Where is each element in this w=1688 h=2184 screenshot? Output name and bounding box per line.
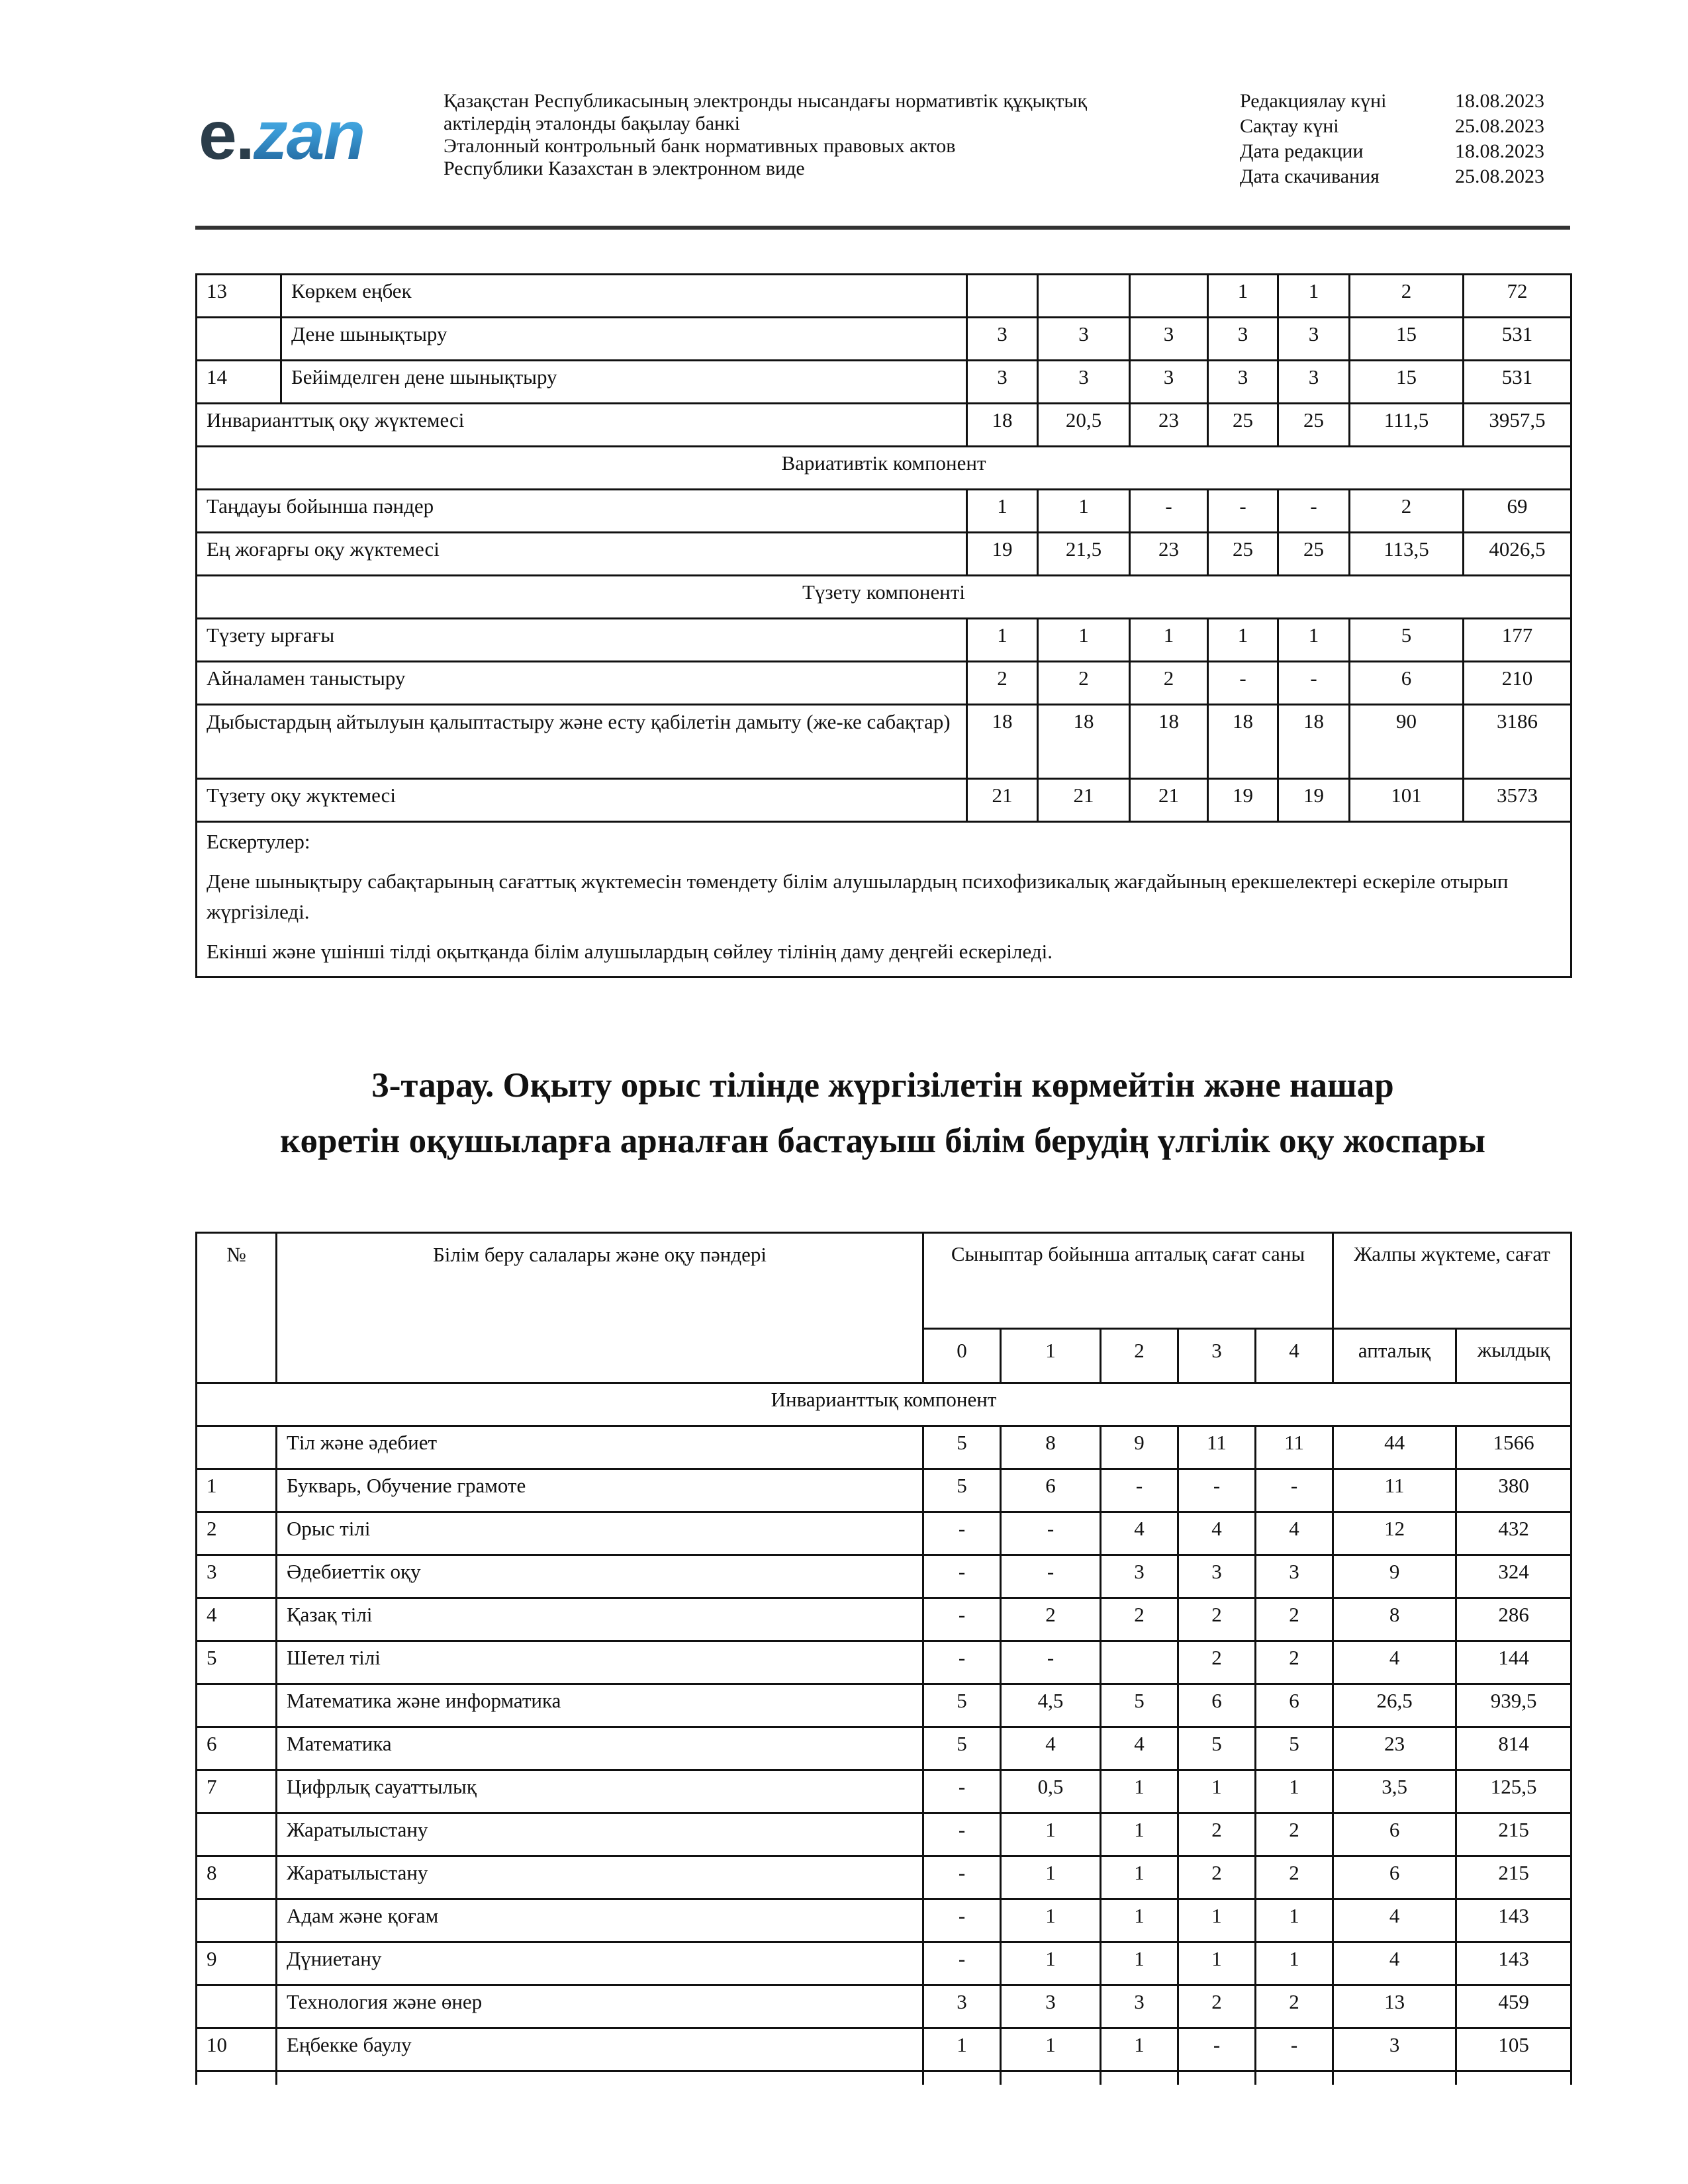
row-number: 10 (197, 2028, 277, 2071)
cell-grade-1: 6 (1001, 1469, 1101, 1512)
subject-name: Жаратылыстану (277, 1813, 923, 1856)
cell-grade-2: 18 (1130, 705, 1208, 779)
cell-grade-3: 11 (1178, 1426, 1256, 1469)
cell-grade-4: 1 (1278, 275, 1350, 318)
cell-grade-2: 3 (1130, 361, 1208, 404)
cell-yearly: 215 (1456, 1856, 1571, 1899)
date-label: Дата скачивания (1240, 165, 1380, 187)
cell-grade-0: 19 (967, 533, 1038, 576)
cell-grade-4: 2 (1256, 1598, 1333, 1641)
cell-grade-0: 18 (967, 705, 1038, 779)
chapter-heading-line: 3-тарау. Оқыту орыс тілінде жүргізілетін көрмейтін және нашар (371, 1066, 1394, 1105)
subject-name: Еңбекке баулу (277, 2028, 923, 2071)
cell-weekly: 4 (1333, 1899, 1456, 1942)
cell-grade-2: 3 (1101, 1985, 1178, 2028)
cell-grade-0: 3 (967, 318, 1038, 361)
date-row-edit-ru (1240, 139, 1544, 164)
cell-grade-0: - (923, 1555, 1001, 1598)
cell-yearly: 69 (1464, 490, 1571, 533)
cell-weekly: 3,5 (1333, 1770, 1456, 1813)
logo-prefix: e. (199, 97, 254, 174)
cell-grade-4: 1 (1256, 1942, 1333, 1985)
cell-yearly: 72 (1464, 275, 1571, 318)
cell-grade-0: 1 (923, 2028, 1001, 2071)
cell-weekly: 8 (1333, 1598, 1456, 1641)
cell-grade-2: 1 (1101, 1770, 1178, 1813)
org-line: Республики Казахстан в электронном виде (444, 158, 805, 179)
cell-grade-3: 3 (1208, 318, 1278, 361)
cell-grade-3: 2 (1178, 1598, 1256, 1641)
cell-grade-2: 1 (1101, 1899, 1178, 1942)
correction-row (197, 662, 1571, 705)
cell-grade-1: 1 (1001, 1942, 1101, 1985)
section-row-correction (197, 576, 1571, 619)
row-label: Түзету оқу жүктемесі (197, 779, 967, 822)
invariant-total-row (197, 404, 1571, 447)
cell-yearly: 324 (1456, 1555, 1571, 1598)
cell-grade-2: 1 (1130, 619, 1208, 662)
row-label: Айналамен таныстыру (197, 662, 967, 705)
cell-grade-4: 2 (1256, 1813, 1333, 1856)
header-yearly: жылдық (1456, 1329, 1571, 1383)
cell-grade-2: 1 (1101, 2028, 1178, 2071)
table-row (197, 1770, 1571, 1813)
subject-name: Дене шынықтыру (281, 318, 967, 361)
row-number: 8 (197, 1856, 277, 1899)
cell-grade-0: 5 (923, 1684, 1001, 1727)
cell-yearly: 177 (1464, 619, 1571, 662)
cell-grade-3: - (1178, 2028, 1256, 2071)
cell-grade-3: - (1208, 490, 1278, 533)
header-subjects: Білім беру салалары және оқу пәндері (277, 1233, 923, 1383)
cell-grade-4: - (1278, 662, 1350, 705)
cell-grade-4: 11 (1256, 1426, 1333, 1469)
cell-grade-4: 4 (1256, 1512, 1333, 1555)
cell-grade-2: 1 (1101, 1856, 1178, 1899)
cell-weekly: 4 (1333, 1641, 1456, 1684)
cell-weekly: 15 (1350, 318, 1464, 361)
cell-grade-1: 1 (1001, 2028, 1101, 2071)
row-label: Ең жоғарғы оқу жүктемесі (197, 533, 967, 576)
cell-grade-1: 2 (1001, 1598, 1101, 1641)
subject-name: Адам және қоғам (277, 1899, 923, 1942)
cell-grade-3: 1 (1178, 1770, 1256, 1813)
cell-weekly: 26,5 (1333, 1684, 1456, 1727)
row-number (197, 1813, 277, 1856)
cell-grade-2: 3 (1101, 1555, 1178, 1598)
curriculum-table (195, 1232, 1572, 2125)
cell-yearly: 432 (1456, 1512, 1571, 1555)
cell-grade-2: - (1130, 490, 1208, 533)
date-row-download-ru (1240, 164, 1544, 189)
header-grade-4: 4 (1256, 1329, 1333, 1383)
row-number: 14 (197, 361, 281, 404)
cell-grade-1: 1 (1001, 1899, 1101, 1942)
table-row (197, 1942, 1571, 1985)
cell-grade-3: 1 (1208, 275, 1278, 318)
date-label: Сақтау күні (1240, 115, 1339, 137)
cell-weekly: 6 (1333, 1856, 1456, 1899)
date-row-edit-kz (1240, 89, 1544, 114)
cell-weekly: 6 (1333, 1813, 1456, 1856)
cell-grade-3: 3 (1208, 361, 1278, 404)
cell-yearly: 215 (1456, 1813, 1571, 1856)
cell-grade-0: 3 (923, 1985, 1001, 2028)
subject-name: Цифрлық сауаттылық (277, 1770, 923, 1813)
cell-grade-3: - (1178, 1469, 1256, 1512)
row-label: Түзету ырғағы (197, 619, 967, 662)
row-number (197, 1985, 277, 2028)
date-label: Дата редакции (1240, 140, 1364, 162)
cell-yearly: 531 (1464, 318, 1571, 361)
subject-name: Шетел тілі (277, 1641, 923, 1684)
subject-name: Технология және өнер (277, 1985, 923, 2028)
header-grade-0: 0 (923, 1329, 1001, 1383)
cell-weekly: 2 (1350, 275, 1464, 318)
cell-grade-2: 23 (1130, 404, 1208, 447)
cell-grade-0: 5 (923, 1727, 1001, 1770)
cell-grade-3: 2 (1178, 1813, 1256, 1856)
header-number: № (197, 1233, 277, 1383)
cell-grade-4: - (1256, 2028, 1333, 2071)
cell-grade-3: 5 (1178, 1727, 1256, 1770)
table-row (197, 1899, 1571, 1942)
cell-grade-2: 21 (1130, 779, 1208, 822)
cell-weekly: 4 (1333, 1942, 1456, 1985)
notes-cell (197, 822, 1571, 978)
header-grade-2: 2 (1101, 1329, 1178, 1383)
cell-grade-2: 5 (1101, 1684, 1178, 1727)
cell-grade-1: 20,5 (1038, 404, 1130, 447)
subject-name: Дүниетану (277, 1942, 923, 1985)
cell-grade-3: 18 (1208, 705, 1278, 779)
cell-weekly: 113,5 (1350, 533, 1464, 576)
cell-yearly: 3957,5 (1464, 404, 1571, 447)
row-number: 1 (197, 1469, 277, 1512)
date-row-save-kz (1240, 114, 1544, 139)
section-title: Вариативтік компонент (197, 447, 1571, 490)
cell-grade-1: 4,5 (1001, 1684, 1101, 1727)
cell-grade-4: 3 (1278, 361, 1350, 404)
cell-yearly: 459 (1456, 1985, 1571, 2028)
correction-row (197, 619, 1571, 662)
row-number: 13 (197, 275, 281, 318)
cell-weekly: 15 (1350, 361, 1464, 404)
cell-grade-1: - (1001, 1555, 1101, 1598)
cell-grade-4: 3 (1278, 318, 1350, 361)
header-grade-3: 3 (1178, 1329, 1256, 1383)
date-value: 18.08.2023 (1455, 140, 1544, 162)
cell-yearly: 814 (1456, 1727, 1571, 1770)
cell-grade-3: 4 (1178, 1512, 1256, 1555)
ezan-logo (199, 99, 364, 172)
subject-name: Математика және информатика (277, 1684, 923, 1727)
cell-grade-4: 2 (1256, 1985, 1333, 2028)
cell-grade-4: - (1256, 1469, 1333, 1512)
cell-yearly: 144 (1456, 1641, 1571, 1684)
table-row (197, 275, 1571, 318)
row-label: Инварианттық оқу жүктемесі (197, 404, 967, 447)
cell-grade-0: 21 (967, 779, 1038, 822)
cell-grade-4: 2 (1256, 1856, 1333, 1899)
cell-weekly: 6 (1350, 662, 1464, 705)
header-total-load: Жалпы жүктеме, сағат (1333, 1233, 1571, 1329)
cell-yearly: 125,5 (1456, 1770, 1571, 1813)
cell-yearly: 105 (1456, 2028, 1571, 2071)
cell-grade-1: - (1001, 1641, 1101, 1684)
header-weekly-by-grade: Сыныптар бойынша апталық сағат саны (923, 1233, 1333, 1329)
table-row (197, 1512, 1571, 1555)
table-row (197, 1555, 1571, 1598)
org-description (444, 90, 1087, 180)
cell-grade-3: 2 (1178, 1641, 1256, 1684)
cell-grade-1: 21,5 (1038, 533, 1130, 576)
cell-grade-0: 5 (923, 1469, 1001, 1512)
curriculum-table-continued (195, 273, 1572, 978)
cell-yearly: 3186 (1464, 705, 1571, 779)
cell-grade-4: 6 (1256, 1684, 1333, 1727)
cell-weekly: 3 (1333, 2028, 1456, 2071)
cell-grade-0: 1 (967, 619, 1038, 662)
table-row (197, 1985, 1571, 2028)
header-grade-1: 1 (1001, 1329, 1101, 1383)
subject-name: Орыс тілі (277, 1512, 923, 1555)
cell-yearly: 4026,5 (1464, 533, 1571, 576)
cell-weekly: 11 (1333, 1469, 1456, 1512)
cell-grade-2: 2 (1101, 1598, 1178, 1641)
cell-grade-1: 18 (1038, 705, 1130, 779)
cell-yearly: 3573 (1464, 779, 1571, 822)
cell-grade-0: 18 (967, 404, 1038, 447)
cell-grade-1: 1 (1038, 490, 1130, 533)
cell-grade-3: 1 (1208, 619, 1278, 662)
cell-grade-0: 3 (967, 361, 1038, 404)
elective-row (197, 490, 1571, 533)
section-row-invariant (197, 1383, 1571, 1426)
header-weekly: апталық (1333, 1329, 1456, 1383)
cell-grade-3: 2 (1178, 1856, 1256, 1899)
cell-grade-1: 1 (1001, 1813, 1101, 1856)
table-header-row (197, 1233, 1571, 1329)
cell-weekly: 5 (1350, 619, 1464, 662)
row-number: 9 (197, 1942, 277, 1985)
correction-row (197, 705, 1571, 779)
section-title: Түзету компоненті (197, 576, 1571, 619)
cell-grade-4: 3 (1256, 1555, 1333, 1598)
cell-grade-4: 5 (1256, 1727, 1333, 1770)
subject-name: Букварь, Обучение грамоте (277, 1469, 923, 1512)
page-bottom-margin (0, 2085, 1688, 2184)
cell-grade-1: 0,5 (1001, 1770, 1101, 1813)
logo-suffix: zan (253, 97, 365, 174)
date-value: 18.08.2023 (1455, 90, 1544, 112)
row-number: 6 (197, 1727, 277, 1770)
cell-weekly: 12 (1333, 1512, 1456, 1555)
table-row (197, 318, 1571, 361)
cell-grade-3: 25 (1208, 404, 1278, 447)
cell-grade-2: 23 (1130, 533, 1208, 576)
row-number: 5 (197, 1641, 277, 1684)
cell-grade-2: 1 (1101, 1813, 1178, 1856)
row-number: 2 (197, 1512, 277, 1555)
chapter-heading-line: көретін оқушыларға арналған бастауыш білім берудің үлгілік оқу жоспары (280, 1122, 1485, 1160)
notes-title: Ескертулер: (207, 830, 310, 853)
cell-weekly: 90 (1350, 705, 1464, 779)
cell-grade-3: 1 (1178, 1942, 1256, 1985)
cell-grade-0: - (923, 1856, 1001, 1899)
cell-grade-3: 25 (1208, 533, 1278, 576)
cell-grade-0: - (923, 1598, 1001, 1641)
cell-yearly: 939,5 (1456, 1684, 1571, 1727)
cell-yearly: 210 (1464, 662, 1571, 705)
cell-grade-3: 3 (1178, 1555, 1256, 1598)
subject-name: Көркем еңбек (281, 275, 967, 318)
note-item: Екінші және үшінші тілді оқытқанда білім алушылардың сөйлеу тілінің даму деңгейі ескеріледі. (207, 940, 1053, 963)
cell-grade-4: 1 (1256, 1899, 1333, 1942)
cell-grade-0: 5 (923, 1426, 1001, 1469)
table-row (197, 1813, 1571, 1856)
cell-grade-0: - (923, 1512, 1001, 1555)
max-load-row (197, 533, 1571, 576)
cell-grade-0: 2 (967, 662, 1038, 705)
notes-row (197, 822, 1571, 978)
row-number: 4 (197, 1598, 277, 1641)
row-number (197, 1684, 277, 1727)
cell-yearly: 143 (1456, 1899, 1571, 1942)
cell-grade-0: - (923, 1813, 1001, 1856)
cell-grade-0: 1 (967, 490, 1038, 533)
cell-weekly: 111,5 (1350, 404, 1464, 447)
cell-grade-4: 25 (1278, 533, 1350, 576)
row-number: 7 (197, 1770, 277, 1813)
cell-grade-0 (967, 275, 1038, 318)
cell-grade-0: - (923, 1641, 1001, 1684)
org-line: Эталонный контрольный банк нормативных правовых актов (444, 135, 956, 157)
cell-grade-1: 8 (1001, 1426, 1101, 1469)
cell-grade-0: - (923, 1942, 1001, 1985)
cell-weekly: 13 (1333, 1985, 1456, 2028)
cell-grade-2 (1130, 275, 1208, 318)
cell-weekly: 9 (1333, 1555, 1456, 1598)
row-number (197, 318, 281, 361)
cell-grade-3: 19 (1208, 779, 1278, 822)
cell-grade-1: 21 (1038, 779, 1130, 822)
table-row (197, 1727, 1571, 1770)
cell-weekly: 44 (1333, 1426, 1456, 1469)
cell-grade-1: 3 (1001, 1985, 1101, 2028)
cell-grade-3: - (1208, 662, 1278, 705)
table-row (197, 361, 1571, 404)
cell-grade-1: 1 (1001, 1856, 1101, 1899)
cell-grade-2 (1101, 1641, 1178, 1684)
subject-name: Математика (277, 1727, 923, 1770)
cell-grade-3: 2 (1178, 1985, 1256, 2028)
cell-grade-1: 2 (1038, 662, 1130, 705)
org-line: актілердің эталонды бақылау банкі (444, 113, 740, 134)
row-number (197, 1899, 277, 1942)
cell-grade-4: 2 (1256, 1641, 1333, 1684)
date-label: Редакциялау күні (1240, 90, 1387, 112)
cell-grade-4: - (1278, 490, 1350, 533)
table-row (197, 1684, 1571, 1727)
cell-weekly: 23 (1333, 1727, 1456, 1770)
table-row (197, 1426, 1571, 1469)
note-item: Дене шынықтыру сабақтарының сағаттық жүктемесін төмендету білім алушылардың психофизикалық жағдайының ерекшелектері ескеріле отырып жүргізіледі. (207, 870, 1509, 923)
subject-name: Жаратылыстану (277, 1856, 923, 1899)
subject-name: Тіл және әдебиет (277, 1426, 923, 1469)
document-dates (1240, 89, 1544, 189)
date-value: 25.08.2023 (1455, 165, 1544, 187)
row-number: 3 (197, 1555, 277, 1598)
cell-grade-1: 1 (1038, 619, 1130, 662)
cell-grade-1: 4 (1001, 1727, 1101, 1770)
cell-grade-0: - (923, 1899, 1001, 1942)
cell-grade-2: 9 (1101, 1426, 1178, 1469)
cell-grade-3: 6 (1178, 1684, 1256, 1727)
cell-grade-4: 1 (1278, 619, 1350, 662)
cell-grade-3: 1 (1178, 1899, 1256, 1942)
cell-weekly: 2 (1350, 490, 1464, 533)
subject-name: Бейімделген дене шынықтыру (281, 361, 967, 404)
cell-grade-2: 3 (1130, 318, 1208, 361)
header-divider (195, 226, 1570, 230)
cell-grade-1 (1038, 275, 1130, 318)
date-value: 25.08.2023 (1455, 115, 1544, 137)
cell-grade-4: 25 (1278, 404, 1350, 447)
section-title: Инварианттық компонент (197, 1383, 1571, 1426)
cell-grade-1: 3 (1038, 361, 1130, 404)
cell-yearly: 531 (1464, 361, 1571, 404)
cell-yearly: 1566 (1456, 1426, 1571, 1469)
row-label: Таңдауы бойынша пәндер (197, 490, 967, 533)
row-number (197, 1426, 277, 1469)
table-row (197, 1598, 1571, 1641)
cell-grade-2: 1 (1101, 1942, 1178, 1985)
table-row (197, 2028, 1571, 2071)
cell-weekly: 101 (1350, 779, 1464, 822)
cell-yearly: 286 (1456, 1598, 1571, 1641)
table-row (197, 1856, 1571, 1899)
correction-total-row (197, 779, 1571, 822)
cell-grade-4: 19 (1278, 779, 1350, 822)
cell-yearly: 143 (1456, 1942, 1571, 1985)
cell-grade-2: 2 (1130, 662, 1208, 705)
table-row (197, 1641, 1571, 1684)
cell-grade-0: - (923, 1770, 1001, 1813)
cell-grade-1: - (1001, 1512, 1101, 1555)
cell-grade-4: 1 (1256, 1770, 1333, 1813)
org-line: Қазақстан Республикасының электронды нысандағы нормативтік құқықтық (444, 90, 1088, 112)
cell-grade-2: - (1101, 1469, 1178, 1512)
cell-grade-2: 4 (1101, 1512, 1178, 1555)
cell-grade-4: 18 (1278, 705, 1350, 779)
subject-name: Қазақ тілі (277, 1598, 923, 1641)
row-label: Дыбыстардың айтылуын қалыптастыру және есту қабілетін дамыту (же-ке сабақтар) (197, 705, 967, 779)
chapter-heading (195, 1058, 1570, 1169)
table-row (197, 1469, 1571, 1512)
cell-grade-2: 4 (1101, 1727, 1178, 1770)
cell-grade-1: 3 (1038, 318, 1130, 361)
cell-yearly: 380 (1456, 1469, 1571, 1512)
section-row-variative (197, 447, 1571, 490)
subject-name: Әдебиеттік оқу (277, 1555, 923, 1598)
